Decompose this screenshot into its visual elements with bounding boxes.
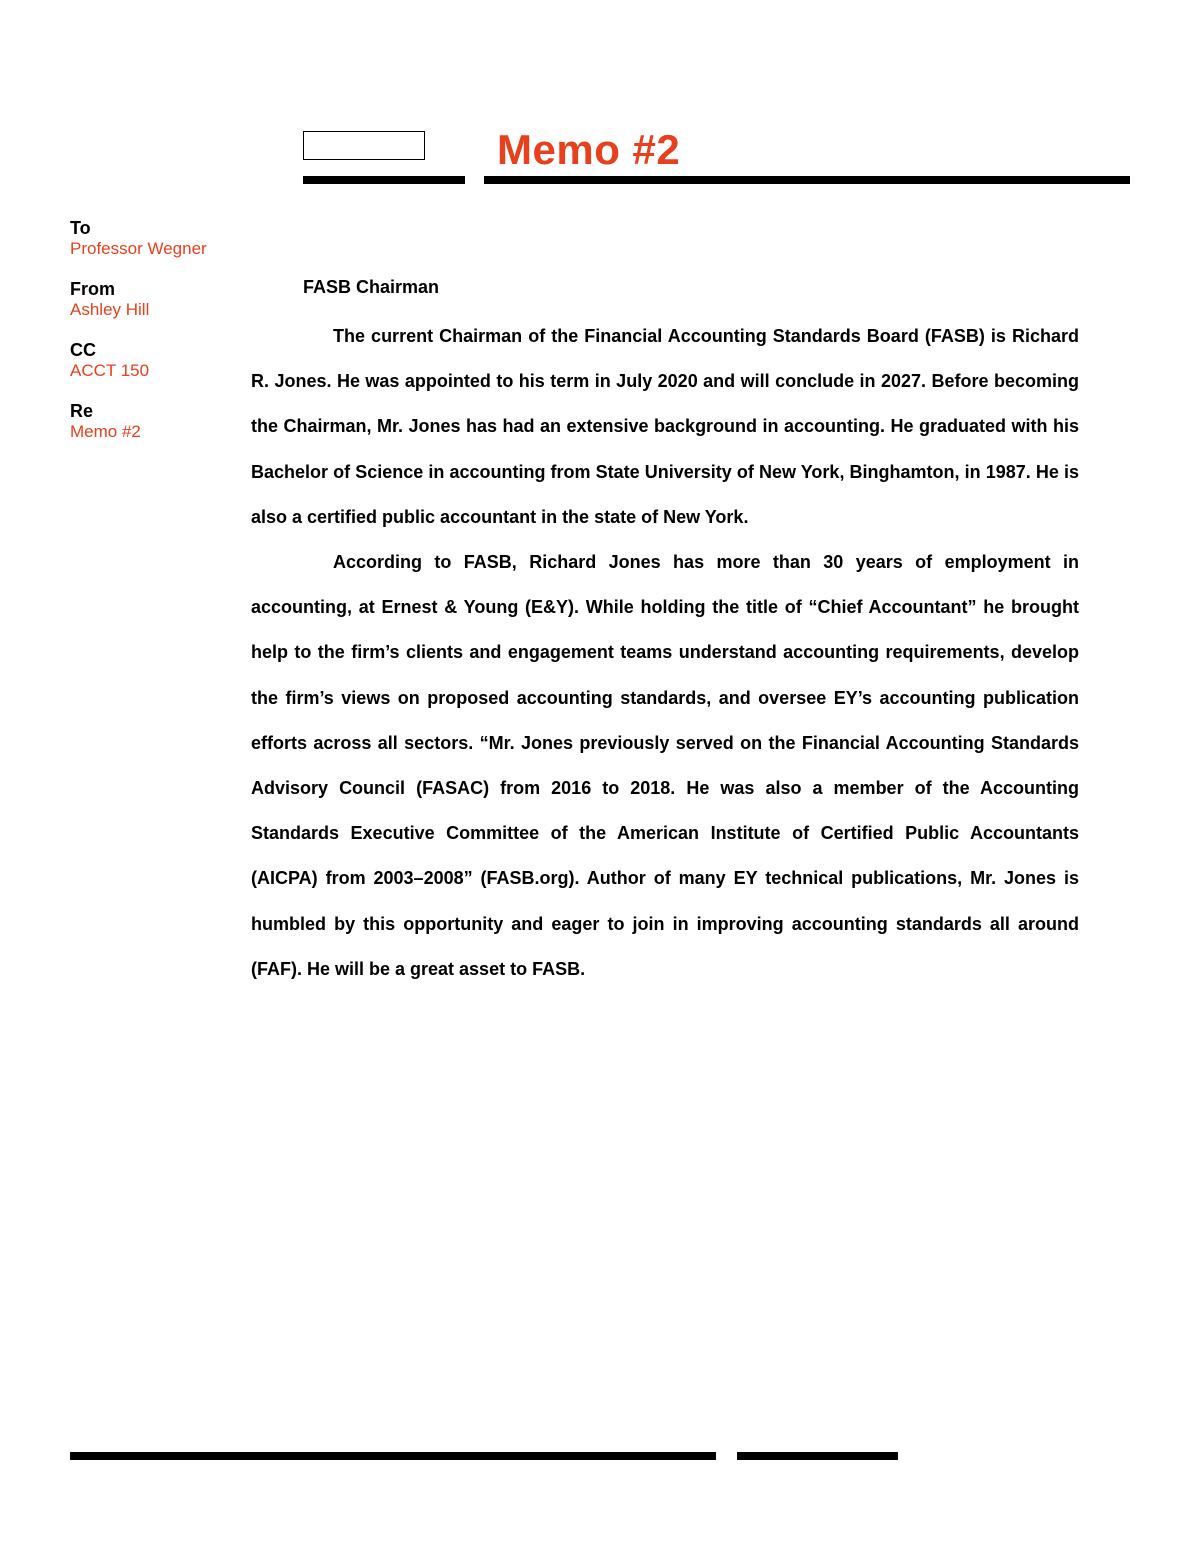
body-paragraph: The current Chairman of the Financial Accounting Standards Board (FASB) is Richard R. Jones. He was appointed to his term in July 2020 and will conclude in 2027. Before becoming the Chairman, Mr. Jones has had an extensive background in accounting. He graduated with his Bachelor of Science in accounting from State University of New York, Binghamton, in 1987. He is also a certified public accountant in the state of New York.: [251, 326, 1079, 527]
from-field: [70, 278, 240, 320]
header-rule-right: [484, 176, 1130, 184]
to-label: To: [70, 218, 91, 238]
to-field: [70, 217, 240, 259]
footer-rule-left: [70, 1452, 716, 1460]
re-value: Memo #2: [70, 422, 141, 441]
from-label: From: [70, 279, 115, 299]
to-value: Professor Wegner: [70, 239, 207, 258]
memo-body: [251, 314, 1079, 992]
footer-rule-right: [737, 1452, 898, 1460]
memo-recipients: [70, 217, 240, 461]
header-rule-left: [303, 176, 465, 184]
logo-placeholder-box: [303, 131, 425, 160]
re-label: Re: [70, 401, 94, 421]
from-value: Ashley Hill: [70, 300, 150, 319]
cc-field: [70, 339, 240, 381]
cc-value: ACCT 150: [70, 361, 150, 380]
cc-label: CC: [70, 340, 96, 360]
body-paragraph: According to FASB, Richard Jones has more than 30 years of employment in accounting, at Ernest & Young (E&Y). While holding the title of “Chief Accountant” he brought help to the firm’s clients and engagement teams understand accounting requirements, develop the firm’s views on proposed accounting standards, and oversee EY’s accounting publication efforts across all sectors. “Mr. Jones previously served on the Financial Accounting Standards Advisory Council (FASAC) from 2016 to 2018. He was also a member of the Accounting Standards Executive Committee of the American Institute of Certified Public Accountants (AICPA) from 2003–2008” (FASB.org). Author of many EY technical publications, Mr. Jones is humbled by this opportunity and eager to join in improving accounting standards all around (FAF). He will be a great asset to FASB.: [251, 552, 1079, 979]
re-field: [70, 400, 240, 442]
content-heading: FASB Chairman: [303, 277, 440, 297]
memo-title: Memo #2: [497, 126, 681, 173]
